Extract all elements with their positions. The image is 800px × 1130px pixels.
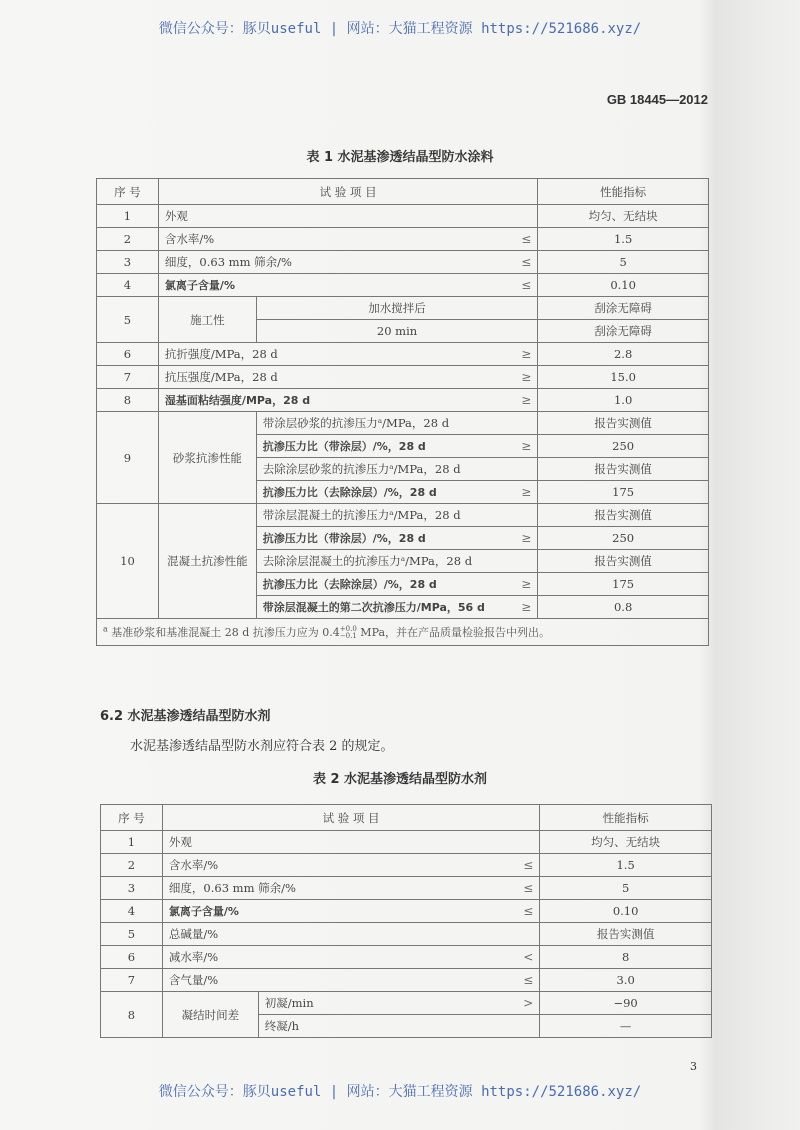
header-row xyxy=(97,179,709,205)
item-wrap xyxy=(165,277,531,293)
item-wrap xyxy=(165,231,531,247)
item-wrap xyxy=(169,880,533,896)
row-value: 0.10 xyxy=(538,274,709,297)
row-value: 1.5 xyxy=(540,854,712,877)
row-number: 8 xyxy=(101,992,163,1038)
item-wrap xyxy=(265,1018,534,1034)
item-cell xyxy=(158,251,537,274)
comparison-operator: ≤ xyxy=(523,881,534,895)
comparison-operator: ≤ xyxy=(523,973,534,987)
item-wrap xyxy=(165,346,531,362)
row-group: 砂浆抗渗性能 xyxy=(158,412,256,504)
table-row xyxy=(97,297,709,320)
header-no: 序 号 xyxy=(101,805,163,831)
item-wrap xyxy=(263,599,532,615)
item-label: 外观 xyxy=(168,835,192,849)
table-row xyxy=(101,900,712,923)
table1-title: 表 1 水泥基渗透结晶型防水涂料 xyxy=(306,150,494,165)
item-label: 含水率/% xyxy=(168,858,219,872)
item-label: 湿基面粘结强度/MPa，28 d xyxy=(164,394,311,407)
footnote-row xyxy=(97,619,709,646)
watermark-footer: 微信公众号：豚贝useful | 网站：大猫工程资源 https://521686.xyz/ xyxy=(158,1084,642,1100)
table-row xyxy=(101,923,712,946)
comparison-operator: ≥ xyxy=(521,600,532,614)
item-label: 细度，0.63 mm 筛余/% xyxy=(164,255,292,269)
table-row xyxy=(97,251,709,274)
table-row xyxy=(101,946,712,969)
item-wrap xyxy=(263,576,532,592)
row-number: 2 xyxy=(101,854,163,877)
item-cell xyxy=(158,274,537,297)
row-number: 4 xyxy=(101,900,163,923)
item-cell xyxy=(158,228,537,251)
row-value: 175 xyxy=(538,573,709,596)
item-cell xyxy=(256,412,538,435)
row-value: 1.0 xyxy=(538,389,709,412)
item-label: 氯离子含量/% xyxy=(168,905,239,918)
section-text: 水泥基渗透结晶型防水剂应符合表 2 的规定。 xyxy=(130,739,394,754)
row-number: 6 xyxy=(101,946,163,969)
row-number: 7 xyxy=(101,969,163,992)
header-value: 性能指标 xyxy=(538,179,709,205)
comparison-operator: ≤ xyxy=(521,232,532,246)
standard-number: GB 18445—2012 xyxy=(606,92,708,107)
comparison-operator: ≥ xyxy=(521,531,532,545)
item-cell xyxy=(158,343,537,366)
row-value: 刮涂无障碍 xyxy=(538,320,709,343)
table1 xyxy=(96,178,709,646)
item-cell xyxy=(162,877,539,900)
item-cell xyxy=(256,573,538,596)
comparison-operator: ≥ xyxy=(521,347,532,361)
item-label: 抗压强度/MPa，28 d xyxy=(164,370,278,384)
item-cell xyxy=(162,946,539,969)
item-wrap xyxy=(263,484,532,500)
item-label: 20 min xyxy=(376,324,418,338)
item-wrap xyxy=(265,995,534,1011)
row-number: 5 xyxy=(101,923,163,946)
table-row xyxy=(97,274,709,297)
item-label: 带涂层混凝土的抗渗压力ᵃ/MPa，28 d xyxy=(262,508,461,522)
item-label: 外观 xyxy=(164,209,188,223)
row-value: 5 xyxy=(540,877,712,900)
item-wrap xyxy=(263,553,532,569)
row-value: 报告实测值 xyxy=(538,550,709,573)
row-value: 均匀、无结块 xyxy=(538,205,709,228)
comparison-operator: ≤ xyxy=(523,858,534,872)
item-wrap xyxy=(263,461,532,477)
row-value: 3.0 xyxy=(540,969,712,992)
row-number: 7 xyxy=(97,366,159,389)
item-label: 抗渗压力比（带涂层）/%，28 d xyxy=(262,532,426,545)
table-row xyxy=(97,504,709,527)
row-value: 0.10 xyxy=(540,900,712,923)
item-cell xyxy=(162,900,539,923)
row-number: 10 xyxy=(97,504,159,619)
item-wrap xyxy=(263,507,532,523)
table-row xyxy=(101,969,712,992)
row-value: 8 xyxy=(540,946,712,969)
table-row xyxy=(97,366,709,389)
item-cell xyxy=(258,1015,540,1038)
comparison-operator: > xyxy=(523,996,534,1010)
item-label: 总碱量/% xyxy=(168,927,219,941)
item-wrap xyxy=(165,369,531,385)
item-cell xyxy=(256,320,538,343)
item-label: 氯离子含量/% xyxy=(164,279,235,292)
item-cell xyxy=(162,831,539,854)
item-label: 含气量/% xyxy=(168,973,219,987)
row-number: 1 xyxy=(97,205,159,228)
comparison-operator: ≥ xyxy=(521,439,532,453)
item-cell xyxy=(258,992,540,1015)
table-row xyxy=(97,205,709,228)
header-no: 序 号 xyxy=(97,179,159,205)
item-cell xyxy=(162,923,539,946)
row-number: 8 xyxy=(97,389,159,412)
item-cell xyxy=(158,389,537,412)
row-value: 175 xyxy=(538,481,709,504)
item-cell xyxy=(256,596,538,619)
item-label: 加水搅拌后 xyxy=(368,301,426,315)
table-row xyxy=(97,389,709,412)
row-number: 5 xyxy=(97,297,159,343)
item-label: 含水率/% xyxy=(164,232,215,246)
header-row xyxy=(101,805,712,831)
row-value: — xyxy=(540,1015,712,1038)
row-group: 施工性 xyxy=(158,297,256,343)
footnote-text: 基准砂浆和基准混凝土 28 d 抗渗压力应为 0.4 xyxy=(111,626,340,639)
item-wrap xyxy=(263,415,532,431)
row-value: 15.0 xyxy=(538,366,709,389)
row-value: 报告实测值 xyxy=(538,458,709,481)
tolerance xyxy=(340,626,357,640)
item-wrap xyxy=(169,926,533,942)
row-number: 1 xyxy=(101,831,163,854)
row-value: 250 xyxy=(538,527,709,550)
comparison-operator: ≤ xyxy=(523,904,534,918)
item-wrap xyxy=(169,972,533,988)
table-row xyxy=(97,228,709,251)
item-wrap xyxy=(165,254,531,270)
row-value: 报告实测值 xyxy=(538,504,709,527)
row-value: 2.8 xyxy=(538,343,709,366)
watermark-header: 微信公众号：豚贝useful | 网站：大猫工程资源 https://521686.xyz/ xyxy=(158,21,642,37)
table-row xyxy=(101,854,712,877)
comparison-operator: ≤ xyxy=(521,255,532,269)
item-cell xyxy=(158,366,537,389)
comparison-operator: ≥ xyxy=(521,485,532,499)
page-number: 3 xyxy=(690,1060,697,1073)
row-value: 5 xyxy=(538,251,709,274)
tolerance-upper: +0.0 xyxy=(339,625,357,633)
item-label: 抗折强度/MPa，28 d xyxy=(164,347,278,361)
section-heading: 6.2 水泥基渗透结晶型防水剂 xyxy=(100,709,271,724)
footnote-mark: a xyxy=(103,624,108,634)
item-wrap xyxy=(165,208,531,224)
item-label: 去除涂层混凝土的抗渗压力ᵃ/MPa，28 d xyxy=(262,554,473,568)
item-cell xyxy=(256,550,538,573)
item-cell xyxy=(256,297,538,320)
item-cell xyxy=(256,458,538,481)
row-group: 凝结时间差 xyxy=(162,992,258,1038)
item-label: 带涂层砂浆的抗渗压力ᵃ/MPa，28 d xyxy=(262,416,450,430)
item-wrap xyxy=(169,834,533,850)
item-wrap xyxy=(169,949,533,965)
row-value: 刮涂无障碍 xyxy=(538,297,709,320)
item-label: 细度，0.63 mm 筛余/% xyxy=(168,881,296,895)
header-item: 试 验 项 目 xyxy=(162,805,539,831)
item-cell xyxy=(162,969,539,992)
row-number: 3 xyxy=(101,877,163,900)
item-label: 终凝/h xyxy=(264,1019,300,1033)
item-label: 带涂层混凝土的第二次抗渗压力/MPa，56 d xyxy=(262,601,485,614)
row-value: 1.5 xyxy=(538,228,709,251)
item-wrap xyxy=(169,857,533,873)
row-number: 3 xyxy=(97,251,159,274)
item-wrap xyxy=(263,438,532,454)
row-number: 6 xyxy=(97,343,159,366)
row-number: 9 xyxy=(97,412,159,504)
item-label: 初凝/min xyxy=(264,996,314,1010)
row-value: 250 xyxy=(538,435,709,458)
item-cell xyxy=(162,854,539,877)
item-label: 抗渗压力比（去除涂层）/%，28 d xyxy=(262,486,437,499)
comparison-operator: ≥ xyxy=(521,370,532,384)
table-row xyxy=(97,412,709,435)
table-row xyxy=(97,343,709,366)
item-label: 抗渗压力比（带涂层）/%，28 d xyxy=(262,440,426,453)
footnote xyxy=(97,619,709,646)
row-group: 混凝土抗渗性能 xyxy=(158,504,256,619)
row-value: 报告实测值 xyxy=(540,923,712,946)
footnote-text-end: MPa，并在产品质量检验报告中列出。 xyxy=(356,626,551,639)
item-wrap xyxy=(169,903,533,919)
item-cell xyxy=(256,527,538,550)
row-value: −90 xyxy=(540,992,712,1015)
header-item: 试 验 项 目 xyxy=(158,179,537,205)
comparison-operator: ≥ xyxy=(521,577,532,591)
item-label: 去除涂层砂浆的抗渗压力ᵃ/MPa，28 d xyxy=(262,462,461,476)
item-wrap xyxy=(263,530,532,546)
row-value: 报告实测值 xyxy=(538,412,709,435)
table-row xyxy=(101,831,712,854)
item-label: 减水率/% xyxy=(168,950,219,964)
item-cell xyxy=(158,205,537,228)
table2-title: 表 2 水泥基渗透结晶型防水剂 xyxy=(312,772,488,787)
row-number: 2 xyxy=(97,228,159,251)
comparison-operator: ≥ xyxy=(521,393,532,407)
item-wrap xyxy=(165,392,531,408)
row-number: 4 xyxy=(97,274,159,297)
comparison-operator: ≤ xyxy=(521,278,532,292)
row-value: 均匀、无结块 xyxy=(540,831,712,854)
item-cell xyxy=(256,504,538,527)
tolerance-lower: −0.1 xyxy=(339,632,357,640)
header-value: 性能指标 xyxy=(540,805,712,831)
row-value: 0.8 xyxy=(538,596,709,619)
table2 xyxy=(100,804,712,1038)
item-label: 抗渗压力比（去除涂层）/%，28 d xyxy=(262,578,437,591)
item-cell xyxy=(256,435,538,458)
comparison-operator: < xyxy=(523,950,534,964)
table-row xyxy=(101,992,712,1015)
item-cell xyxy=(256,481,538,504)
table-row xyxy=(101,877,712,900)
